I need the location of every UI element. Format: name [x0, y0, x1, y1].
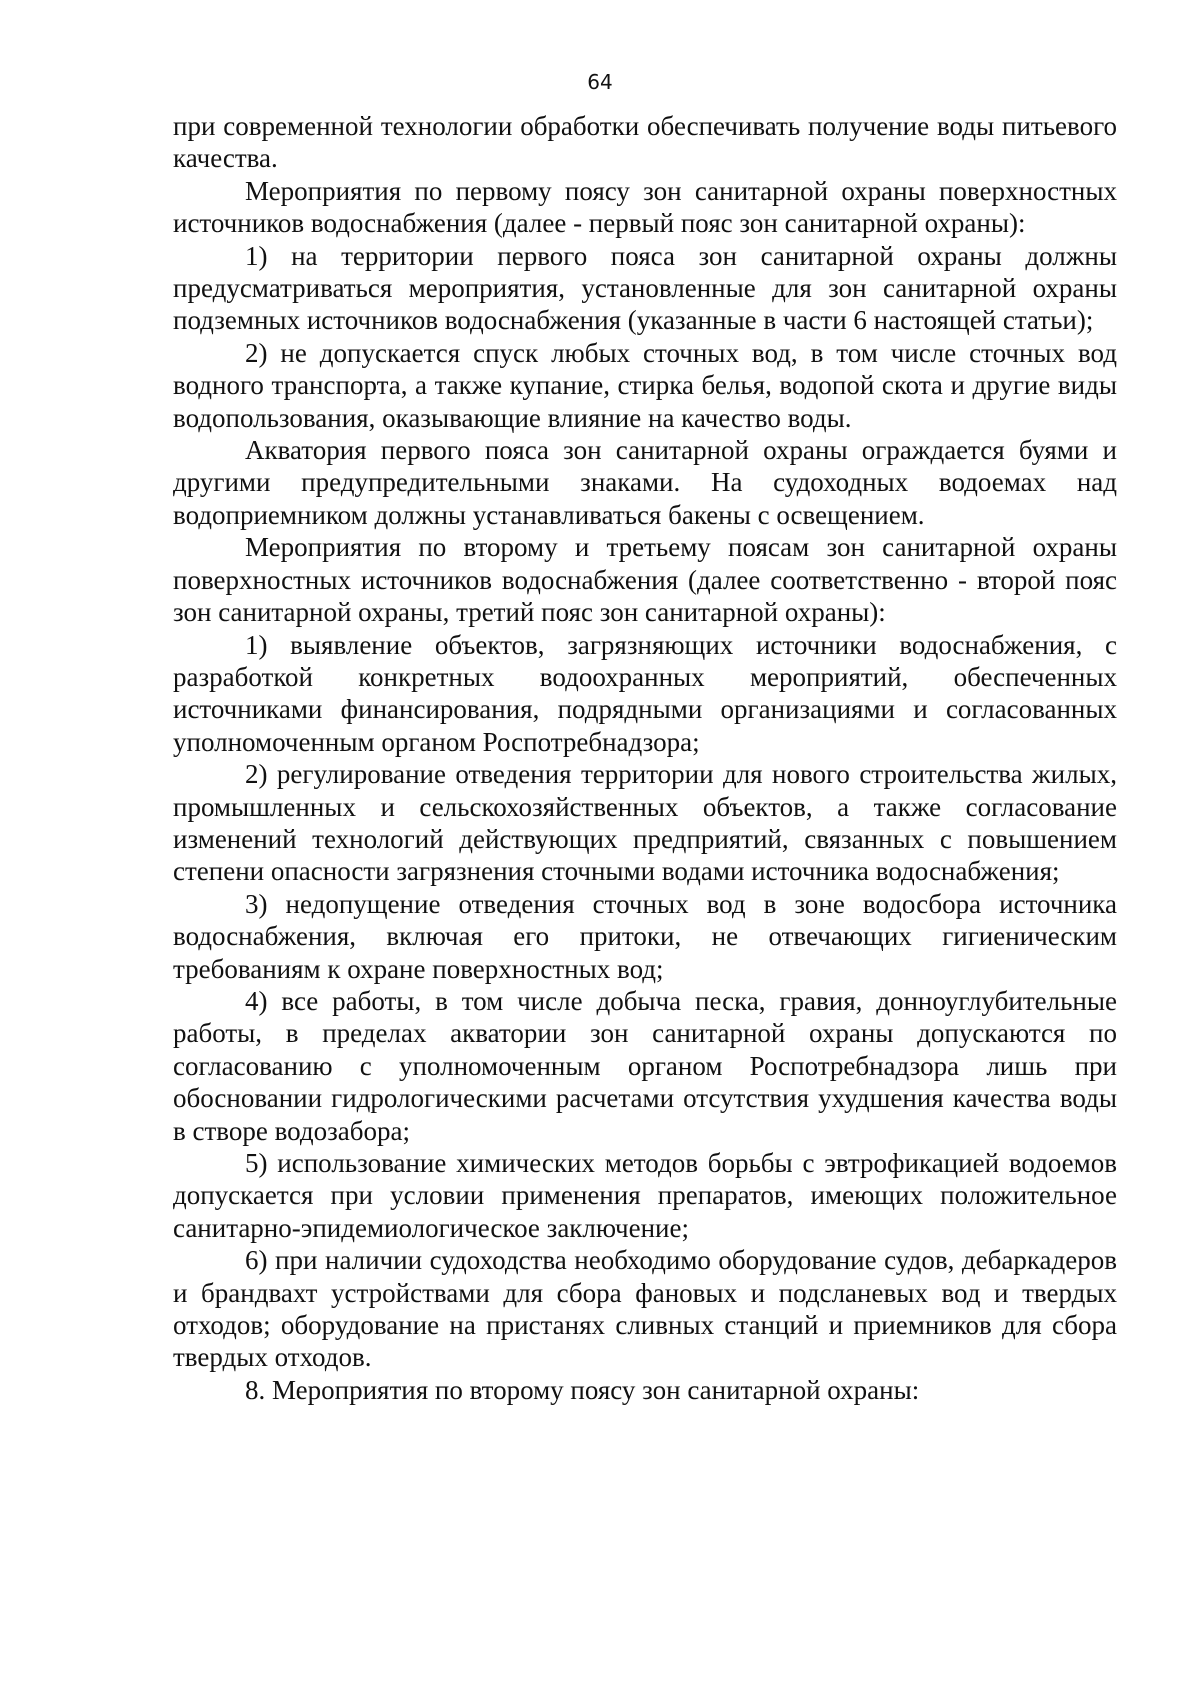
paragraph-second-third-item-1: 1) выявление объектов, загрязняющих источники водоснабжения, с разработкой конкретных водоохранных мероприятий, обеспеченных источниками финансирования, подрядными организациями и согласованных уполномоченным органом Роспотребнадзора; [173, 629, 1117, 757]
document-body [173, 110, 1117, 1406]
paragraph-second-third-item-3: 3) недопущение отведения сточных вод в зоне водосбора источника водоснабжения, включая его притоки, не отвечающих гигиеническим требованиям к охране поверхностных вод; [173, 888, 1117, 984]
paragraph-first-belt-heading: Мероприятия по первому поясу зон санитарной охраны поверхностных источников водоснабжения (далее - первый пояс зон санитарной охраны): [173, 175, 1117, 239]
paragraph-second-third-item-2: 2) регулирование отведения территории для нового строительства жилых, промышленных и сельскохозяйственных объектов, а также согласование изменений технологий действующих предприятий, связанных с повышением степени опасности загрязнения сточными водами источника водоснабжения; [173, 759, 1117, 887]
paragraph-aquatory: Акватория первого пояса зон санитарной охраны ограждается буями и другими предупредительными знаками. На судоходных водоемах над водоприемником должны устанавливаться бакены с освещением. [173, 435, 1117, 530]
paragraph-second-third-item-5: 5) использование химических методов борьбы с эвтрофикацией водоемов допускается при условии применения препаратов, имеющих положительное санитарно-эпидемиологическое заключение; [173, 1148, 1117, 1243]
paragraph-second-third-item-6: 6) при наличии судоходства необходимо оборудование судов, дебаркадеров и брандвахт устройствами для сбора фановых и подсланевых вод и твердых отходов; оборудование на пристанях сливных станций и приемников для сбора твердых отходов. [173, 1245, 1117, 1373]
paragraph-continuation: при современной технологии обработки обеспечивать получение воды питьевого качества. [173, 111, 1117, 174]
paragraph-second-third-item-4: 4) все работы, в том числе добыча песка, гравия, донноуглубительные работы, в пределах акватории зон санитарной охраны допускаются по согласованию с уполномоченным органом Роспотребнадзора лишь при обосновании гидрологическими расчетами отсутствия ухудшения качества воды в створе водозабора; [173, 985, 1117, 1146]
page-number: 64 [587, 70, 613, 94]
paragraph-first-belt-item-2: 2) не допускается спуск любых сточных вод, в том числе сточных вод водного транспорта, а также купание, стирка белья, водопой скота и другие виды водопользования, оказывающие влияние на качество воды. [173, 337, 1117, 433]
paragraph-section-8-heading: 8. Мероприятия по второму поясу зон санитарной охраны: [245, 1374, 920, 1405]
paragraph-second-third-belt-heading: Мероприятия по второму и третьему поясам зон санитарной охраны поверхностных источников водоснабжения (далее соответственно - второй пояс зон санитарной охраны, третий пояс зон санитарной охраны): [173, 532, 1117, 628]
paragraph-first-belt-item-1: 1) на территории первого пояса зон санитарной охраны должны предусматриваться мероприятия, установленные для зон санитарной охраны подземных источников водоснабжения (указанные в части 6 настоящей статьи); [173, 240, 1117, 336]
